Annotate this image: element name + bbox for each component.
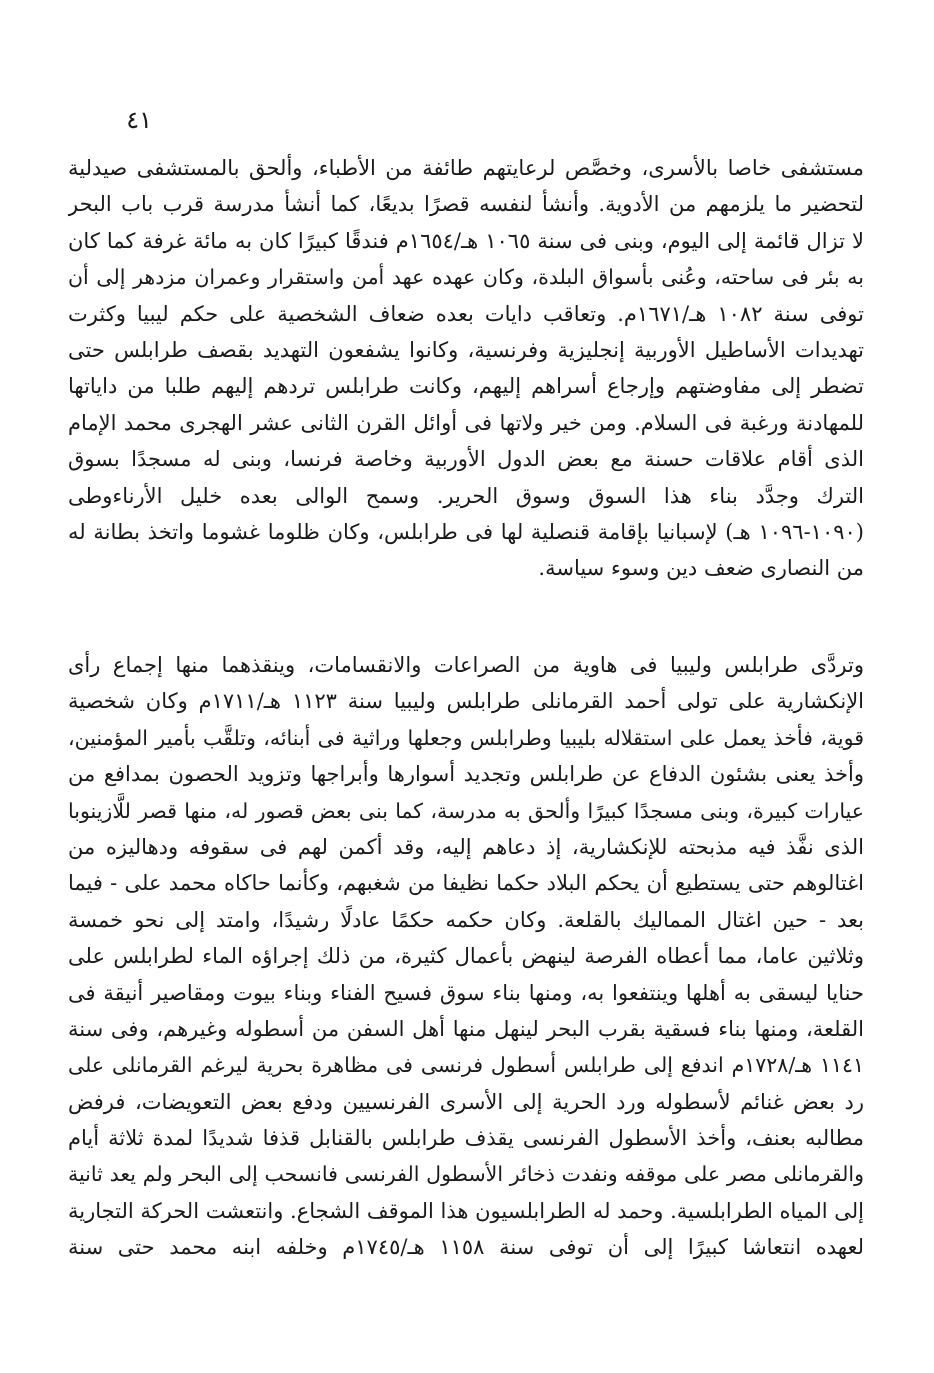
text-line: وتردَّى طرابلس وليبيا فى هاوية من الصراعات والانقسامات، وينقذهما منها إجماع رأى (68, 653, 864, 677)
text-line: الذى نفَّذ فيه مذبحته للإنكشارية، إذ دعاهم إليه، وقد أكمن لهم فى سقوفه ودهاليزه من (68, 834, 864, 859)
paragraph-1 (68, 150, 864, 587)
text-line: مستشفى خاصا بالأسرى، وخصَّص لرعايتهم طائفة من الأطباء، وألحق بالمستشفى صيدلية (68, 156, 864, 180)
text-line: الترك وجدَّد بناء هذا السوق وسوق الحرير. وسمح الوالى بعده خليل الأرناءوطى (68, 483, 864, 508)
page-number: ٤١ (126, 106, 152, 134)
text-line: الذى أقام علاقات حسنة مع بعض الدول الأوربية وخاصة فرنسا، وبنى له مسجدًا بسوق (68, 447, 864, 472)
text-line: ١١٤١ هـ/١٧٢٨م اندفع إلى طرابلس أسطول فرنسى فى مظاهرة بحرية ليرغم القرمانلى على (68, 1053, 864, 1078)
text-line: لتحضير ما يلزمهم من الأدوية. وأنشأ لنفسه قصرًا بديعًا، كما أنشأ مدرسة قرب باب البحر (68, 192, 864, 217)
text-line: لعهده انتعاشا كبيرًا إلى أن توفى سنة ١١٥٨ هـ/١٧٤٥م وخلفه ابنه محمد حتى سنة (68, 1235, 864, 1260)
text-line: القلعة، ومنها بناء فسقية بقرب البحر لينهل منها أهل السفن من أسطوله وغيرهم، وفى سنة (68, 1016, 864, 1041)
text-line: حنايا ليسقى به أهلها وينتفعوا به، ومنها بناء سوق فسيح الفناء وبناء بيوت ومقاصير أنيقة فى (68, 980, 864, 1005)
text-line: وأخذ يعنى بشئون الدفاع عن طرابلس وتجديد أسوارها وأبراجها وتزويد الحصون بمدافع من (68, 762, 864, 787)
text-line: عيارات كبيرة، وبنى مسجدًا كبيرًا وألحق به مدرسة، كما بنى بعض قصور له، منها قصر للَّازينوبا (68, 798, 864, 823)
text-line: إلى المياه الطرابلسية. وحمد له الطرابلسيون هذا الموقف الشجاع. وانتعشت الحركة التجارية (68, 1198, 864, 1223)
text-line: وثلاثين عاما، مما أعطاه الفرصة لينهض بأعمال كثيرة، من ذلك إجراؤه الماء لطرابلس على (68, 944, 864, 969)
text-line: بعد - حين اغتال المماليك بالقلعة. وكان حكمه حكمًا عادلًا رشيدًا، وامتد إلى نحو خمسة (68, 907, 864, 932)
text-line: قوية، فأخذ يعمل على استقلاله بليبيا وطرابلس وجعلها وراثية فى أبنائه، وتلقَّب بأمير المؤمنين، (68, 725, 864, 750)
text-line: تضطر إلى مفاوضتهم وإرجاع أسراهم إليهم، وكانت طرابلس تردهم إليهم طلبا من داياتها (68, 374, 864, 399)
text-line: (١٠٩٠-١٠٩٦ هـ) لإسبانيا بإقامة قنصلية لها فى طرابلس، وكان ظلوما غشوما واتخذ بطانة له (68, 519, 864, 544)
text-line: رد بعض غنائم لأسطوله ورد الحرية إلى الأسرى الفرنسيين ودفع بعض التعويضات، فرفض (68, 1089, 864, 1114)
text-line: توفى سنة ١٠٨٢ هـ/١٦٧١م. وتعاقب دايات بعده ضعاف الشخصية على حكم ليبيا وكثرت (68, 301, 864, 326)
text-line: من النصارى ضعف دين وسوء سياسة. (538, 556, 864, 581)
text-line: الإنكشارية على تولى أحمد القرمانلى طرابلس وليبيا سنة ١١٢٣ هـ/١٧١١م وكان شخصية (68, 689, 864, 714)
text-line: مطالبه بعنف، وأخذ الأسطول الفرنسى يقذف طرابلس بالقنابل قذفا شديدًا لمدة ثلاثة أيام (68, 1126, 864, 1151)
text-line: به بئر فى ساحته، وعُنى بأسواق البلدة، وكان عهده عهد أمن واستقرار وعمران مزدهر إلى أن (68, 265, 864, 290)
text-line: والقرمانلى مصر على موقفه ونفدت ذخائر الأسطول الفرنسى فانسحب إلى البحر ولم يعد ثانية (68, 1162, 864, 1187)
paragraph-2 (68, 647, 864, 1266)
text-line: اغتالوهم حتى يستطيع أن يحكم البلاد حكما نظيفا من شغبهم، وكأنما حاكاه محمد على - فيما (68, 871, 864, 896)
text-line: تهديدات الأساطيل الأوربية إنجليزية وفرنسية، وكانوا يشفعون التهديد بقصف طرابلس حتى (68, 337, 864, 362)
text-line: لا تزال قائمة إلى اليوم، وبنى فى سنة ١٠٦٥ هـ/١٦٥٤م فندقًا كبيرًا كان به مائة غرفة كما كان (68, 228, 864, 253)
text-line: للمهادنة ورغبة فى السلام. ومن خير ولاتها فى أوائل القرن الثانى عشر الهجرى محمد الإمام (68, 410, 864, 435)
